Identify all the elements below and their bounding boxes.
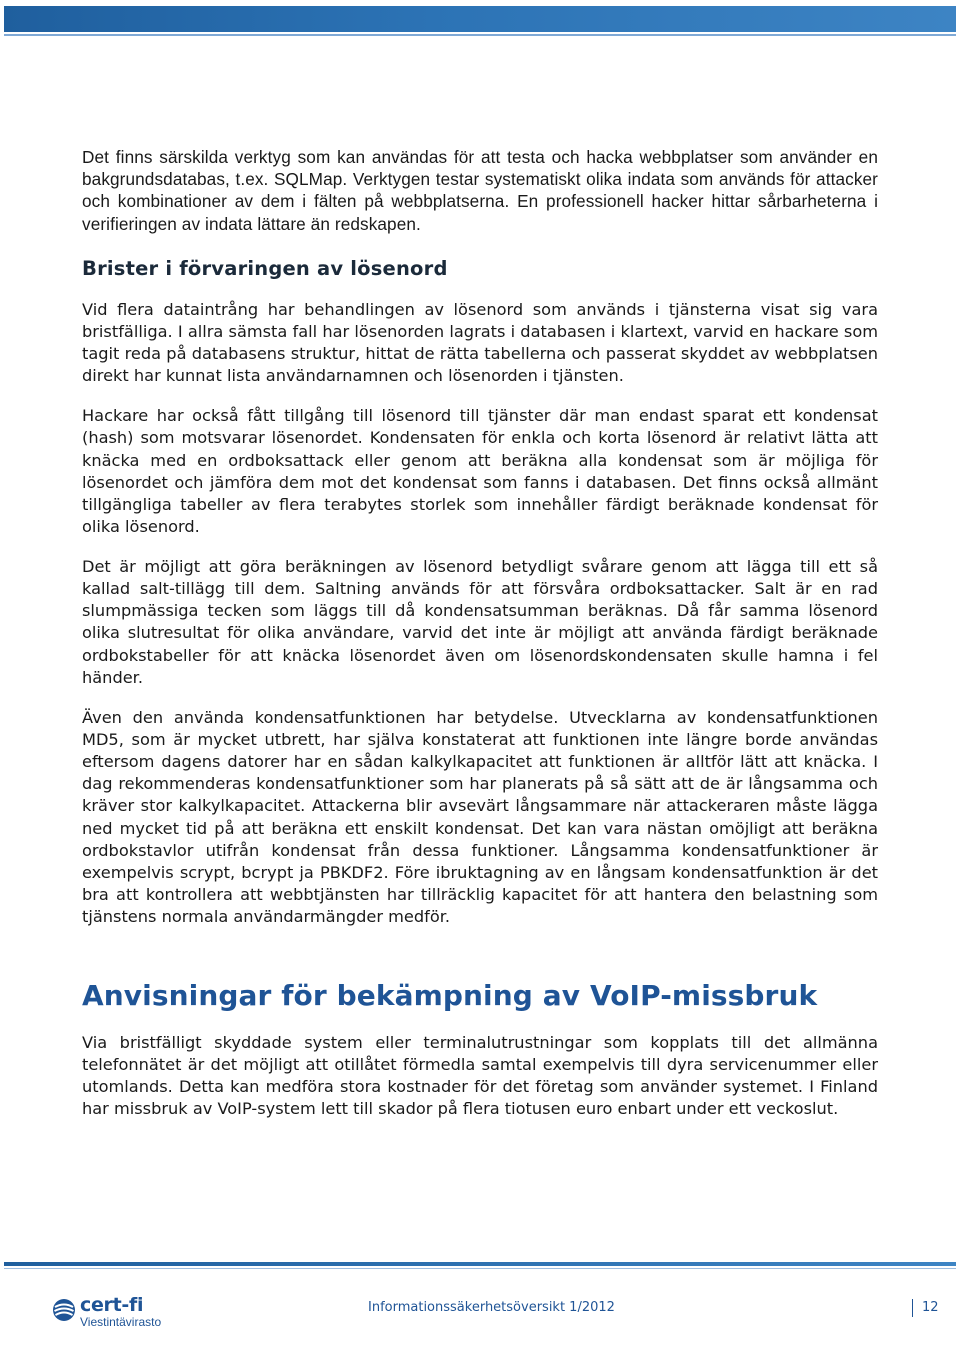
cert-fi-logo [52, 1294, 192, 1330]
footer-divider [4, 1262, 956, 1266]
page-number: 12 [922, 1300, 939, 1315]
section-paragraph: Det är möjligt att göra beräkningen av lösenord betydligt svårare genom att lägga till ett så kallad salt-tillägg till dem. Saltning används för att försvåra ordboksattacker. Salt är en rad slumpmässiga tecken som läggs till då kondensatsumman beräknas. Då får samma lösenord olika slutresultat för olika användare, varvid det inte är möjligt att använda färdigt beräknade ordbokstabeller för att knäcka lösenordet även om lösenordskondensaten skulle hamna i fel händer. [82, 556, 878, 687]
section-heading: Brister i förvaringen av lösenord [82, 256, 448, 280]
globe-swirl-icon [52, 1298, 76, 1322]
intro-paragraph: Det finns särskilda verktyg som kan användas för att testa och hacka webbplatser som använder en bakgrundsdatabas, t.ex. SQLMap. Verktygen testar systematiskt olika indata som används för attacker och kombinationer av dem i fälten på webbplatserna. En professionell hacker hittar sårbarheterna i verifieringen av indata lättare än redskapen. [82, 147, 878, 234]
section-paragraph: Vid flera dataintrång har behandlingen av lösenord som används i tjänsterna visat sig vara bristfälliga. I allra sämsta fall har lösenorden lagrats i databasen i klartext, varvid en hackare som tagit reda på databasens struktur, hittat de rätta tabellerna och passerat skyddet av webbplatsen direkt har kunnat lista användarnamnen och lösenorden i tjänsten. [82, 299, 878, 386]
chapter-paragraph: Via bristfälligt skyddade system eller terminalutrustningar som kopplats till det allmänna telefonnätet är det möjligt att otillåtet förmedla samtal exempelvis till dyra servicenummer eller utomlands. Detta kan medföra stora kostnader för det företag som använder systemet. I Finland har missbruk av VoIP-system lett till skador på flera tiotusen euro enbart under ett veckoslut. [82, 1032, 878, 1119]
publication-title: Informationssäkerhetsöversikt 1/2012 [368, 1300, 615, 1315]
logo-name: cert-fi [80, 1294, 144, 1316]
page-content [82, 146, 878, 1120]
footer-separator [912, 1299, 913, 1317]
section-paragraph: Hackare har också fått tillgång till lösenord till tjänster där man endast sparat ett kondensat (hash) som motsvarar lösenordet. Kondensaten för enkla och korta lösenord är relativt lätta att knäcka med en ordboksattack eller genom att beräkna alla kondensat som är möjliga för lösenordet och jämföra dem mot det kondensat som fanns i databasen. Det finns också allmänt tillgängliga tabeller av flera terabytes storlek som innehåller färdigt beräknade kondensat för olika lösenord. [82, 406, 878, 537]
header-banner [4, 6, 956, 32]
chapter-heading: Anvisningar för bekämpning av VoIP-missbruk [82, 978, 818, 1012]
logo-subtitle: Viestintävirasto [80, 1315, 162, 1329]
section-paragraph: Även den använda kondensatfunktionen har betydelse. Utvecklarna av kondensatfunktionen MD5, som är mycket utbrett, har själva konstaterat att funktionen inte längre borde användas eftersom dagens datorer har en sådan kalkylkapacitet att funktionen är alltför lätt att knäcka. I dag rekommenderas kondensatfunktioner som har planerats på så sätt att de är långsamma och kräver stor kalkylkapacitet. Attackerna blir avsevärt långsammare när attackeraren måste lägga ned mycket tid på att beräkna ett enskilt kondensat. Det kan vara nästan omöjligt att beräkna ordbokstavlor utifrån kondensat från dessa funktioner. Långsamma kondensatfunktioner är exempelvis scrypt, bcrypt ja PBKDF2. Före ibruktagning av en långsam kondensatfunktion är det bra att kontrollera att webbtjänsten har tillräcklig kapacitet för att hantera den belastning som tjänstens normala användarmängder medför. [82, 707, 878, 927]
